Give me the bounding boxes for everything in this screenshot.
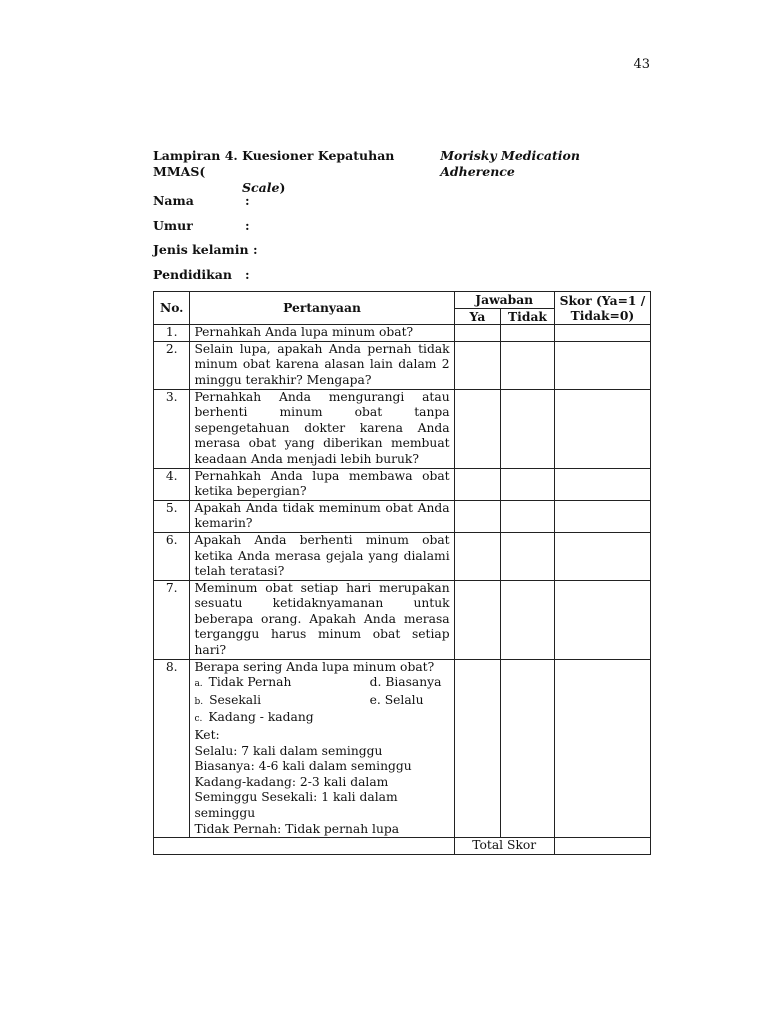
score-cell[interactable]	[554, 500, 650, 532]
header-tidak: Tidak	[501, 308, 555, 325]
table-row	[154, 341, 651, 389]
answer-tidak-cell[interactable]	[501, 389, 555, 468]
option-text: Tidak Pernah	[208, 675, 292, 690]
question-number: 4.	[154, 468, 190, 500]
answer-tidak-cell[interactable]	[501, 500, 555, 532]
heading-italic-1: Morisky Medication Adherence	[440, 148, 580, 179]
question-number: 1.	[154, 325, 190, 342]
heading-prefix: Lampiran 4. Kuesioner Kepatuhan MMAS(	[153, 148, 395, 179]
question-number: 7.	[154, 580, 190, 659]
option-text: Sesekali	[209, 692, 262, 707]
question-text: Apakah Anda tidak meminum obat Anda kemarin?	[190, 500, 454, 532]
score-cell[interactable]	[554, 389, 650, 468]
answer-ya-cell[interactable]	[454, 389, 501, 468]
score-cell[interactable]	[554, 532, 650, 580]
answer-tidak-cell[interactable]	[501, 580, 555, 659]
field-label: Umur	[153, 217, 193, 233]
question-text: Apakah Anda berhenti minum obat ketika Anda merasa gejala yang dialami telah teratasi?	[190, 532, 454, 580]
table-row	[154, 659, 651, 838]
header-no: No.	[154, 292, 190, 325]
page-number: 43	[633, 57, 650, 72]
question-number: 3.	[154, 389, 190, 468]
total-label: Total Skor	[454, 838, 554, 855]
option-d[interactable]: d. Biasanya	[369, 675, 442, 690]
option-letter: a.	[194, 679, 203, 690]
ket-line: Kadang-kadang: 2-3 kali dalam	[194, 774, 389, 789]
question-text-8	[190, 659, 454, 838]
option-empty	[370, 710, 450, 728]
score-cell[interactable]	[554, 325, 650, 342]
score-cell[interactable]	[554, 468, 650, 500]
total-score-cell[interactable]	[554, 838, 650, 855]
score-cell[interactable]	[554, 341, 650, 389]
header-skor: Skor (Ya=1 / Tidak=0)	[554, 292, 650, 325]
heading-line-2	[153, 180, 651, 196]
score-cell[interactable]	[554, 580, 650, 659]
option-a[interactable]	[194, 675, 369, 693]
answer-ya-cell[interactable]	[454, 580, 501, 659]
header-jawaban: Jawaban	[454, 292, 554, 309]
question-text: Berapa sering Anda lupa minum obat?	[194, 659, 435, 674]
option-b[interactable]	[194, 693, 369, 711]
answer-ya-cell[interactable]	[454, 325, 501, 342]
page-heading	[153, 148, 651, 196]
field-label: Pendidikan	[153, 266, 232, 282]
question-number: 5.	[154, 500, 190, 532]
heading-suffix: )	[279, 180, 286, 195]
total-row	[154, 838, 651, 855]
total-blank	[154, 838, 455, 855]
answer-ya-cell[interactable]	[454, 468, 501, 500]
answer-tidak-cell[interactable]	[501, 325, 555, 342]
table-row	[154, 500, 651, 532]
question-number: 8.	[154, 659, 190, 838]
field-colon: :	[245, 217, 250, 233]
answer-tidak-cell[interactable]	[501, 532, 555, 580]
question-number: 2.	[154, 341, 190, 389]
table-row	[154, 325, 651, 342]
header-ya: Ya	[454, 308, 501, 325]
answer-tidak-cell[interactable]	[501, 468, 555, 500]
option-text: Kadang - kadang	[208, 710, 314, 725]
answer-tidak-cell[interactable]	[501, 341, 555, 389]
question-text: Meminum obat setiap hari merupakan sesuatu ketidaknyamanan untuk beberapa orang. Apakah Anda merasa terganggu harus minum obat setiap hari?	[190, 580, 454, 659]
field-colon: :	[245, 266, 250, 282]
header-row	[154, 292, 651, 309]
answer-ya-cell[interactable]	[454, 341, 501, 389]
question-text: Pernahkah Anda lupa minum obat?	[190, 325, 454, 342]
option-c[interactable]	[194, 710, 369, 728]
option-e[interactable]: e. Selalu	[369, 692, 424, 707]
field-label: Jenis kelamin :	[153, 242, 258, 257]
header-pertanyaan: Pertanyaan	[190, 292, 454, 325]
option-letter: c.	[194, 714, 203, 725]
ket-line: Biasanya: 4-6 kali dalam seminggu	[194, 759, 412, 774]
answer-tidak-cell[interactable]	[501, 659, 555, 838]
answer-ya-cell[interactable]	[454, 500, 501, 532]
questionnaire-table	[153, 291, 651, 855]
answer-ya-cell[interactable]	[454, 659, 501, 838]
score-cell[interactable]	[554, 659, 650, 838]
table-row	[154, 532, 651, 580]
heading-italic-2: Scale	[242, 180, 280, 195]
table-row	[154, 580, 651, 659]
ket-line: Seminggu Sesekali: 1 kali dalam	[194, 790, 398, 805]
heading-line-1	[153, 148, 651, 180]
ket-line: Tidak Pernah: Tidak pernah lupa	[194, 821, 400, 836]
question-number: 6.	[154, 532, 190, 580]
question-text: Pernahkah Anda lupa membawa obat ketika bepergian?	[190, 468, 454, 500]
table-row	[154, 468, 651, 500]
answer-ya-cell[interactable]	[454, 532, 501, 580]
ket-line: Ket:	[194, 728, 220, 743]
ket-line: Selalu: 7 kali dalam seminggu	[194, 743, 383, 758]
question-text: Selain lupa, apakah Anda pernah tidak minum obat karena alasan lain dalam 2 minggu terakhir? Mengapa?	[190, 341, 454, 389]
options-grid	[194, 675, 449, 728]
option-letter: b.	[194, 696, 204, 707]
table-row	[154, 389, 651, 468]
ket-line: seminggu	[194, 806, 256, 820]
question-text: Pernahkah Anda mengurangi atau berhenti minum obat tanpa sepengetahuan dokter karena Anda merasa obat yang diberikan membuat keadaan Anda menjadi lebih buruk?	[190, 389, 454, 468]
field-label: Nama	[153, 193, 194, 208]
field-colon: :	[245, 193, 250, 208]
